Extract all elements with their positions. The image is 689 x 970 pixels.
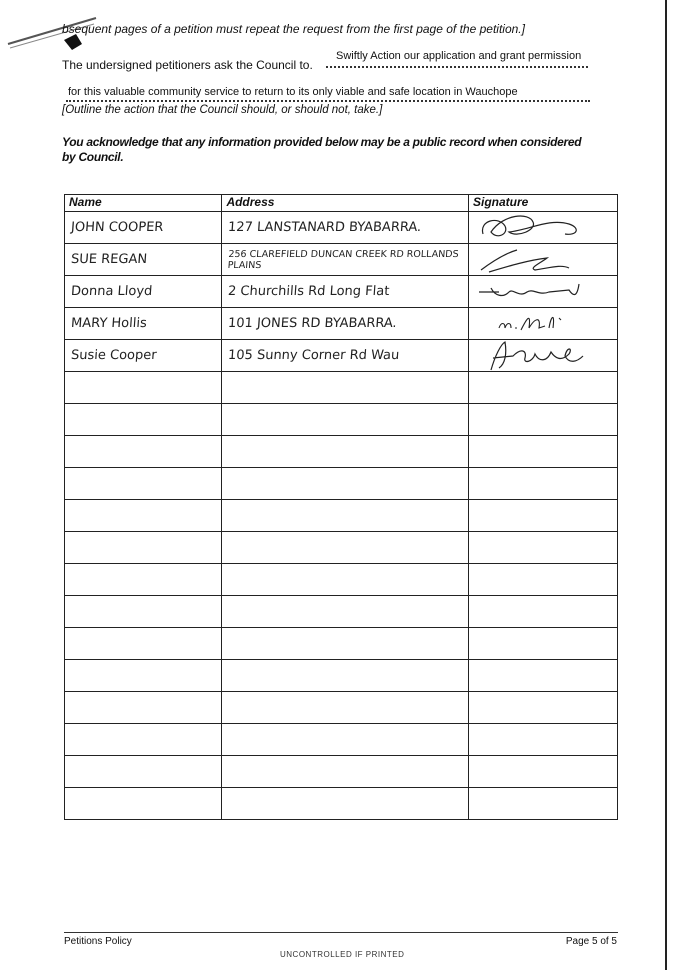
name-cell	[65, 244, 222, 276]
name-cell	[65, 404, 222, 436]
address-cell	[222, 372, 469, 404]
handwritten-name: Susie Cooper	[70, 348, 158, 363]
name-cell	[65, 276, 222, 308]
signature-cell	[469, 212, 618, 244]
address-cell	[222, 532, 469, 564]
name-cell	[65, 724, 222, 756]
name-cell	[65, 468, 222, 500]
name-cell	[65, 212, 222, 244]
page-edge	[665, 0, 667, 970]
ask-text-line-2: for this valuable community service to return to its only viable and safe location in Wauchope	[68, 86, 518, 98]
name-cell	[65, 692, 222, 724]
signature-cell	[469, 596, 618, 628]
signature-cell	[469, 628, 618, 660]
signature-cell	[469, 340, 618, 372]
table-row	[65, 308, 618, 340]
signature-icon	[469, 244, 617, 275]
address-cell	[222, 628, 469, 660]
signature-cell	[469, 788, 618, 820]
name-cell	[65, 788, 222, 820]
signature-cell	[469, 660, 618, 692]
table-row	[65, 212, 618, 244]
signature-cell	[469, 724, 618, 756]
table-row-empty	[65, 628, 618, 660]
handwritten-address: 105 Sunny Corner Rd Wau	[227, 348, 401, 363]
handwritten-name: MARY Hollis	[70, 316, 148, 331]
address-cell	[222, 660, 469, 692]
address-cell	[222, 788, 469, 820]
name-cell	[65, 372, 222, 404]
signature-icon	[469, 308, 617, 339]
address-cell	[222, 564, 469, 596]
address-cell	[222, 692, 469, 724]
name-cell	[65, 500, 222, 532]
table-row-empty	[65, 532, 618, 564]
table-row-empty	[65, 564, 618, 596]
table-row-empty	[65, 756, 618, 788]
table-row	[65, 244, 618, 276]
signature-icon	[469, 340, 617, 371]
signature-cell	[469, 500, 618, 532]
table-row-empty	[65, 404, 618, 436]
name-cell	[65, 308, 222, 340]
handwritten-name: SUE REGAN	[70, 252, 148, 267]
header-signature: Signature	[469, 195, 618, 212]
acknowledgement-text: You acknowledge that any information provided below may be a public record when considered by Council.	[62, 135, 582, 164]
header-name: Name	[65, 195, 222, 212]
address-cell	[222, 212, 469, 244]
address-cell	[222, 596, 469, 628]
signature-cell	[469, 308, 618, 340]
handwritten-name: JOHN COOPER	[70, 220, 164, 235]
table-row-empty	[65, 436, 618, 468]
signature-cell	[469, 404, 618, 436]
table-row-empty	[65, 660, 618, 692]
table-row-empty	[65, 468, 618, 500]
footer-page-number: Page 5 of 5	[565, 936, 617, 947]
address-cell	[222, 724, 469, 756]
table-row	[65, 276, 618, 308]
table-row	[65, 340, 618, 372]
name-cell	[65, 756, 222, 788]
dotted-line-2	[66, 100, 590, 102]
address-cell	[222, 404, 469, 436]
signature-cell	[469, 756, 618, 788]
signature-cell	[469, 276, 618, 308]
signature-cell	[469, 244, 618, 276]
handwritten-address: 127 LANSTANARD BYABARRA.	[227, 220, 423, 235]
address-cell	[222, 756, 469, 788]
signature-cell	[469, 468, 618, 500]
handwritten-address: 101 JONES RD BYABARRA.	[227, 316, 398, 331]
address-cell	[222, 276, 469, 308]
intro-note: bsequent pages of a petition must repeat the request from the first page of the petition.]	[62, 22, 525, 36]
address-cell	[222, 308, 469, 340]
name-cell	[65, 436, 222, 468]
handwritten-address: 2 Churchills Rd Long Flat	[227, 284, 391, 299]
header-address: Address	[222, 195, 469, 212]
address-cell	[222, 468, 469, 500]
address-cell	[222, 340, 469, 372]
table-header-row	[65, 195, 618, 212]
outline-note: [Outline the action that the Council should, or should not, take.]	[62, 104, 383, 116]
signature-icon	[469, 276, 617, 307]
name-cell	[65, 532, 222, 564]
handwritten-address: 256 CLAREFIELD DUNCAN CREEK RD ROLLANDS PLAINS	[227, 248, 460, 271]
handwritten-name: Donna Lloyd	[70, 284, 153, 299]
signature-table	[64, 194, 618, 820]
address-cell	[222, 500, 469, 532]
signature-cell	[469, 692, 618, 724]
table-row-empty	[65, 788, 618, 820]
signature-cell	[469, 436, 618, 468]
signature-cell	[469, 564, 618, 596]
name-cell	[65, 340, 222, 372]
footer-rule	[64, 932, 618, 933]
dotted-line-1	[326, 66, 588, 68]
signature-cell	[469, 372, 618, 404]
table-row-empty	[65, 596, 618, 628]
name-cell	[65, 564, 222, 596]
signature-icon	[469, 212, 617, 243]
signature-cell	[469, 532, 618, 564]
address-cell	[222, 244, 469, 276]
ask-label: The undersigned petitioners ask the Council to.	[62, 58, 313, 72]
table-row-empty	[65, 500, 618, 532]
table-row-empty	[65, 692, 618, 724]
uncontrolled-notice: UNCONTROLLED IF PRINTED	[280, 950, 405, 959]
table-row-empty	[65, 372, 618, 404]
address-cell	[222, 436, 469, 468]
ask-text-line-1: Swiftly Action our application and grant permission	[336, 50, 582, 62]
name-cell	[65, 660, 222, 692]
name-cell	[65, 596, 222, 628]
table-row-empty	[65, 724, 618, 756]
footer-policy-name: Petitions Policy	[64, 936, 132, 947]
name-cell	[65, 628, 222, 660]
